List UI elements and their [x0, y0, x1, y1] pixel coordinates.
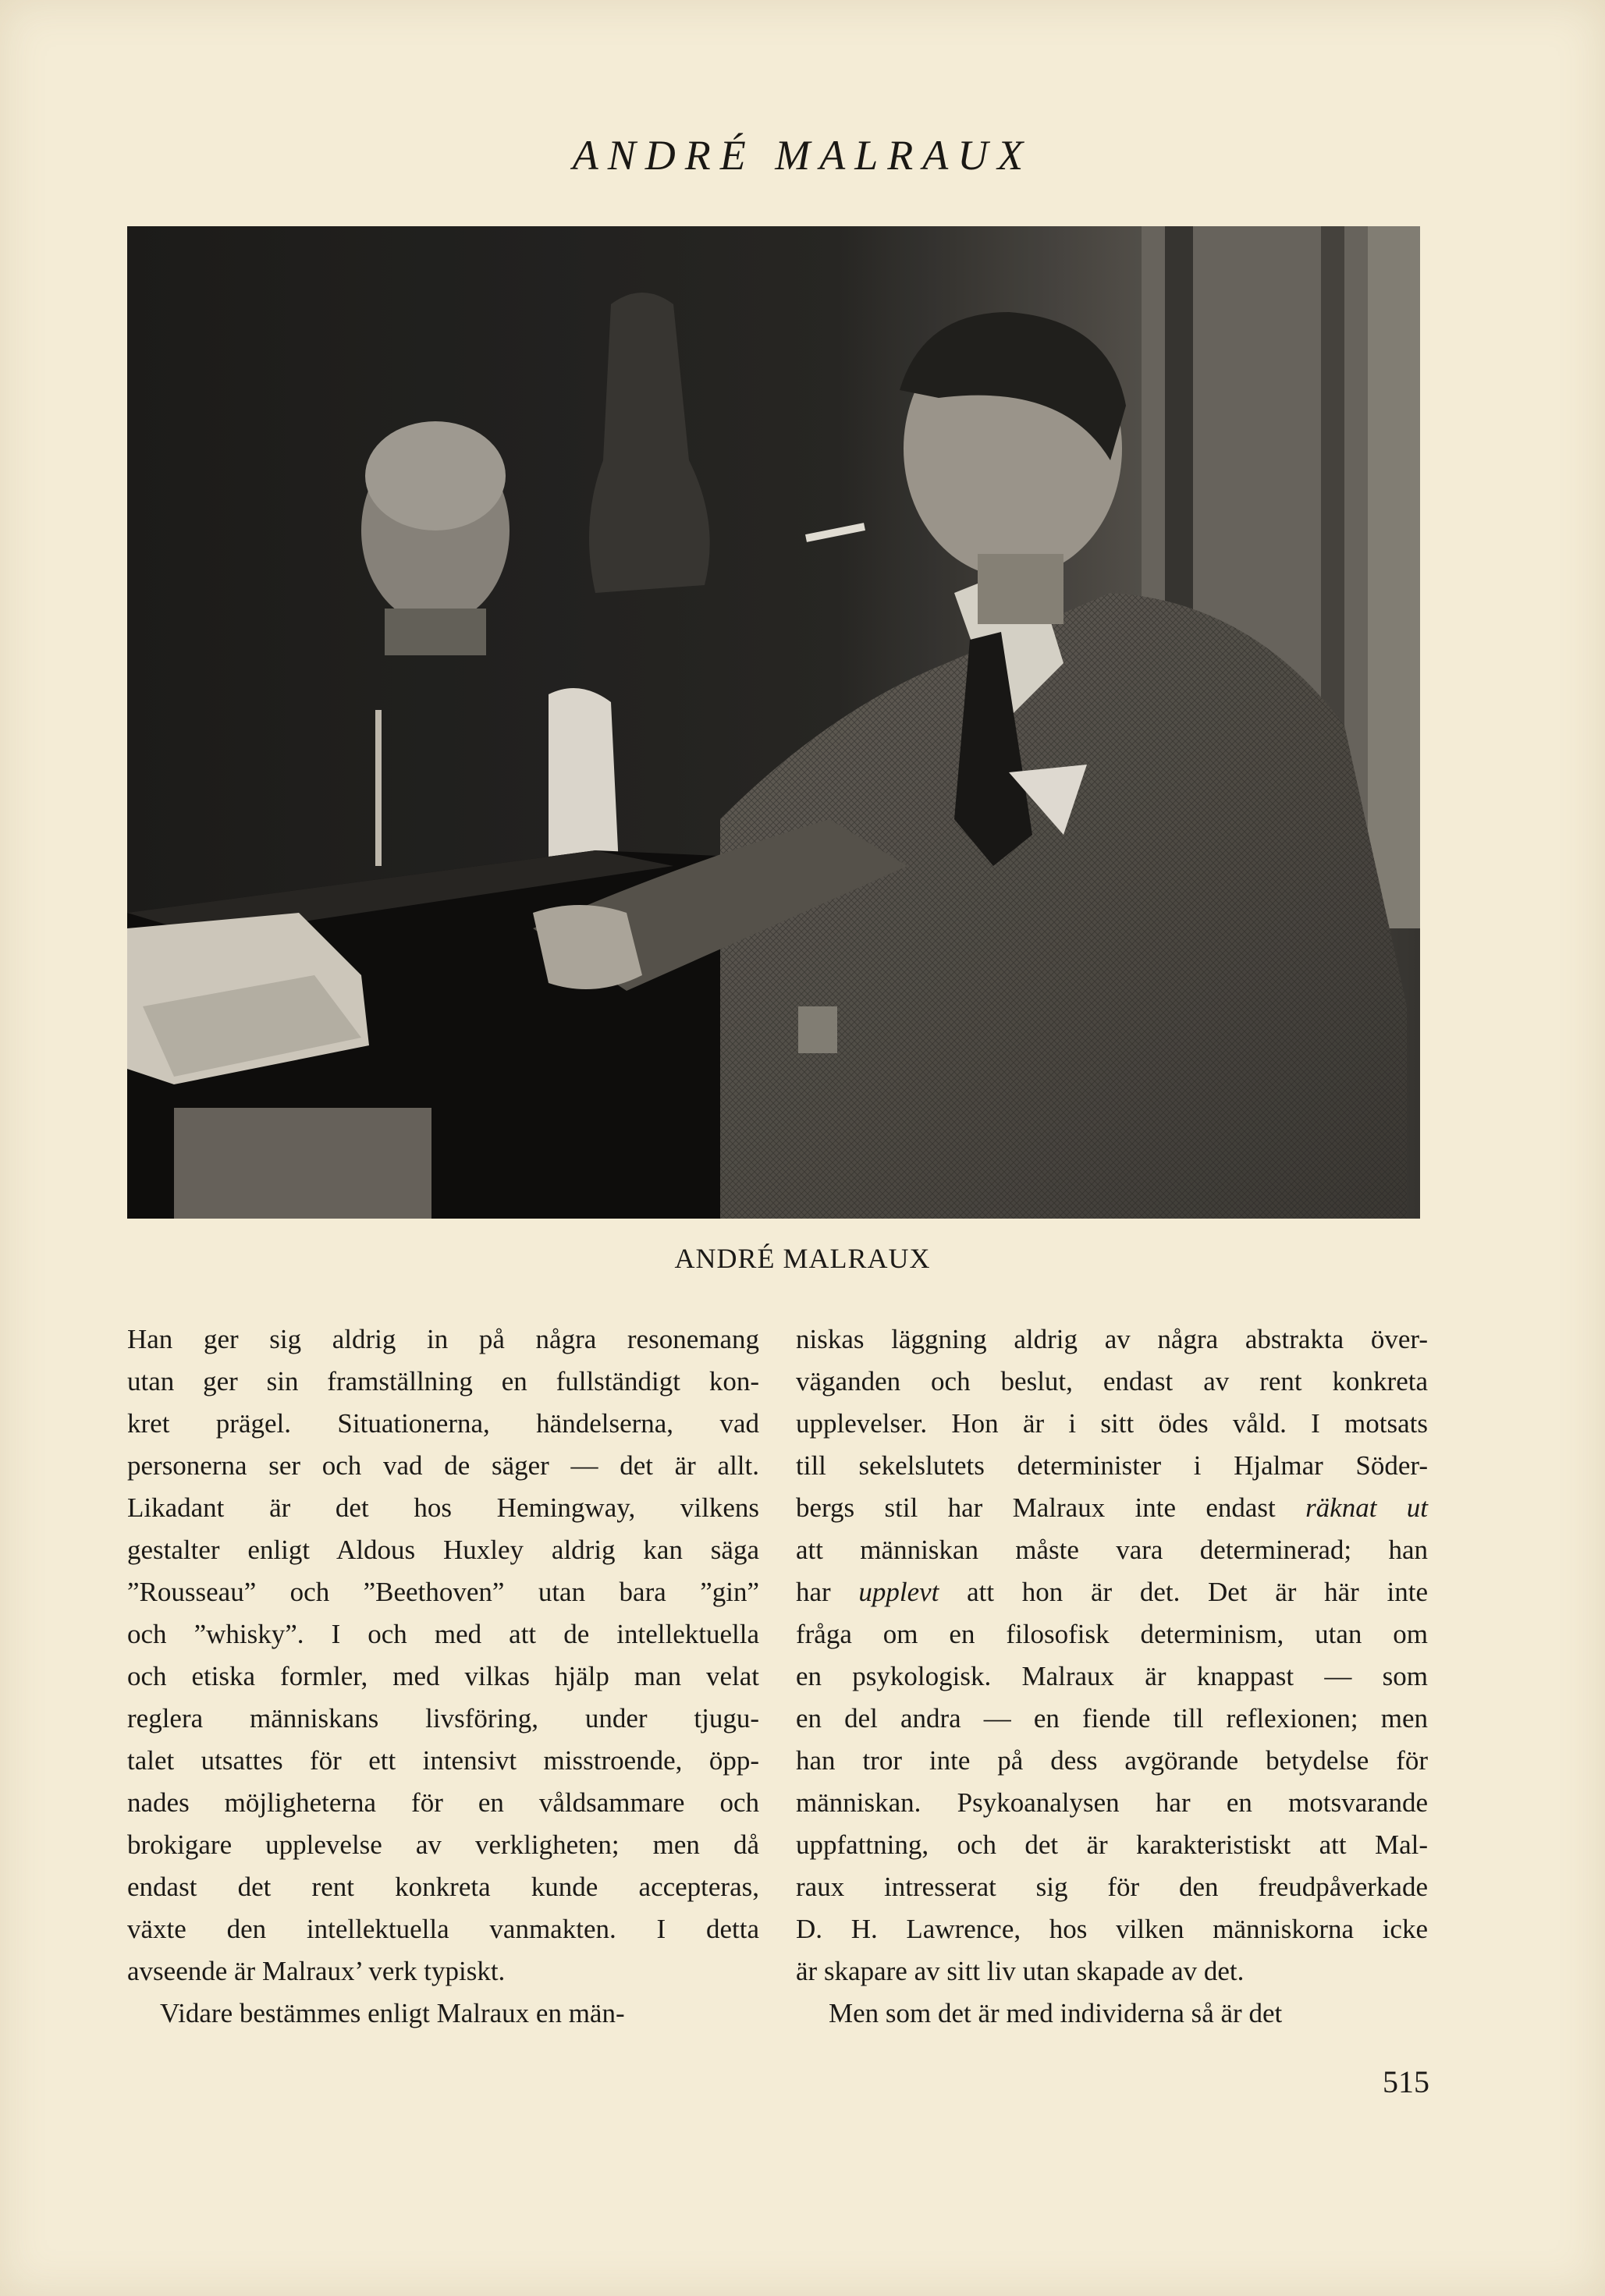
- right_column-line: fråga om en filosofisk determinism, utan om: [796, 1619, 1428, 1649]
- left_column-line: nades möjligheterna för en våldsammare och: [127, 1787, 759, 1818]
- left_column-line: personerna ser och vad de säger — det är allt.: [127, 1450, 759, 1481]
- portrait-photo-icon: [127, 226, 1420, 1219]
- left_column-line: Han ger sig aldrig in på några resonemang: [127, 1324, 759, 1354]
- left_column-line: Likadant är det hos Hemingway, vilkens: [127, 1492, 759, 1523]
- right_column-line: han tror inte på dess avgörande betydelse för: [796, 1745, 1428, 1776]
- right_column-line: upplevelser. Hon är i sitt ödes våld. I motsats: [796, 1408, 1428, 1439]
- left_column-line: talet utsattes för ett intensivt misstroende, öpp-: [127, 1745, 759, 1776]
- left_column-line: reglera människans livsföring, under tjugu-: [127, 1703, 759, 1734]
- left_column-line: Vidare bestämmes enligt Malraux en män-: [160, 1998, 625, 2028]
- right_column-line: niskas läggning aldrig av några abstrakta över-: [796, 1324, 1428, 1354]
- left_column-line: växte den intellektuella vanmakten. I detta: [127, 1914, 759, 1944]
- right_column-line: till sekelslutets determinister i Hjalmar Söder-: [796, 1450, 1428, 1481]
- right_column-line: D. H. Lawrence, hos vilken människorna icke: [796, 1914, 1428, 1944]
- right-text-column: [796, 1318, 1428, 2035]
- right_column-line: uppfattning, och det är karakteristiskt att Mal-: [796, 1829, 1428, 1860]
- right_column-line: en psykologisk. Malraux är knappast — som: [796, 1661, 1428, 1691]
- portrait-photo: [127, 226, 1420, 1219]
- left_column-line: ”Rousseau” och ”Beethoven” utan bara ”gin”: [127, 1577, 759, 1607]
- left_column-line: avseende är Malraux’ verk typiskt.: [127, 1956, 506, 1986]
- right_column-line: att människan måste vara determinerad; han: [796, 1535, 1428, 1565]
- left_column-line: kret prägel. Situationerna, händelserna, vad: [127, 1408, 759, 1439]
- left-text-column: [127, 1318, 759, 2035]
- right_column-line: en del andra — en fiende till reflexionen; men: [796, 1703, 1428, 1734]
- left_column-line: utan ger sin framställning en fullständigt kon-: [127, 1366, 759, 1396]
- page-number: 515: [1383, 2064, 1429, 2099]
- right_column-line: är skapare av sitt liv utan skapade av det.: [796, 1956, 1245, 1986]
- photo-caption: ANDRÉ MALRAUX: [674, 1243, 931, 1274]
- left_column-line: brokigare upplevelse av verkligheten; men då: [127, 1829, 759, 1860]
- right_column-line: Men som det är med individerna så är det: [829, 1998, 1283, 2028]
- right_column-line: bergs stil har Malraux inte endast räknat ut: [796, 1492, 1428, 1523]
- left_column-line: endast det rent konkreta kunde accepteras,: [127, 1872, 759, 1902]
- running-head: ANDRÉ MALRAUX: [572, 132, 1033, 179]
- right_column-line: har upplevt att hon är det. Det är här inte: [796, 1577, 1428, 1607]
- right_column-line: raux intresserat sig för den freudpåverkade: [796, 1872, 1428, 1902]
- right_column-line: väganden och beslut, endast av rent konkreta: [796, 1366, 1428, 1396]
- right_column-line: människan. Psykoanalysen har en motsvarande: [796, 1787, 1428, 1818]
- left_column-line: och etiska formler, med vilkas hjälp man velat: [127, 1661, 759, 1691]
- left_column-line: gestalter enligt Aldous Huxley aldrig kan säga: [127, 1535, 759, 1565]
- left_column-line: och ”whisky”. I och med att de intellektuella: [127, 1619, 759, 1649]
